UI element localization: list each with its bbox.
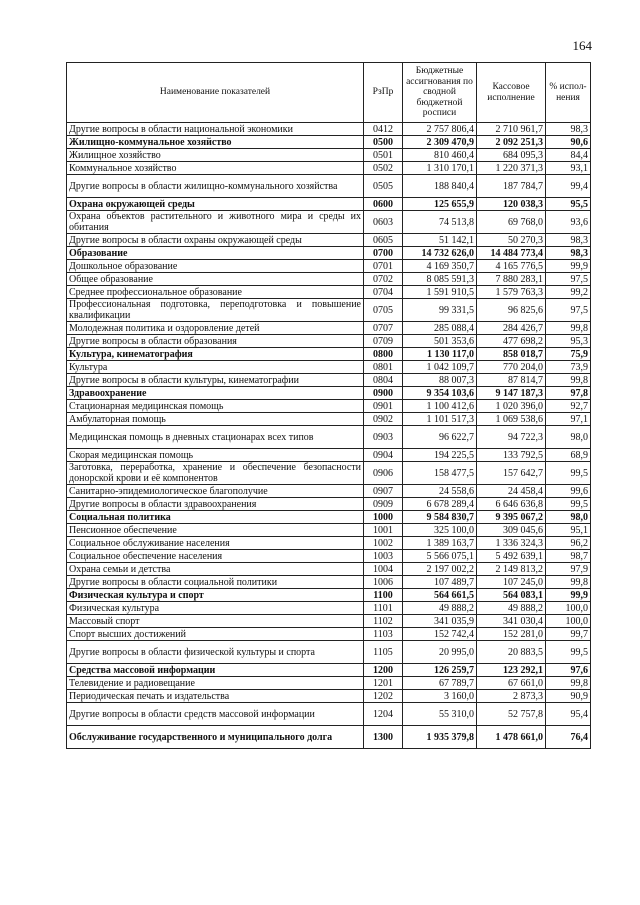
- row-cash-execution: 1 336 324,3: [477, 537, 546, 550]
- table-row: [67, 498, 591, 511]
- row-execution-percent: 93,6: [546, 211, 591, 234]
- row-indicator-name: Другие вопросы в области охраны окружающей среды: [67, 234, 364, 247]
- row-indicator-name: Жилищное хозяйство: [67, 149, 364, 162]
- row-cash-execution: 341 030,4: [477, 615, 546, 628]
- row-indicator-name: Профессиональная подготовка, переподготовка и повышение квалификации: [67, 299, 364, 322]
- row-budget-allocation: 24 558,6: [403, 485, 477, 498]
- row-section-code: 1001: [364, 524, 403, 537]
- table-row: [67, 162, 591, 175]
- row-execution-percent: 95,3: [546, 335, 591, 348]
- row-budget-allocation: 1 100 412,6: [403, 400, 477, 413]
- row-section-code: 1300: [364, 726, 403, 749]
- row-budget-allocation: 67 789,7: [403, 677, 477, 690]
- table-row: [67, 615, 591, 628]
- row-section-code: 0501: [364, 149, 403, 162]
- row-execution-percent: 95,5: [546, 198, 591, 211]
- row-execution-percent: 98,3: [546, 123, 591, 136]
- row-section-code: 0904: [364, 449, 403, 462]
- row-execution-percent: 98,0: [546, 511, 591, 524]
- row-execution-percent: 98,3: [546, 247, 591, 260]
- row-budget-allocation: 158 477,5: [403, 462, 477, 485]
- row-budget-allocation: 564 661,5: [403, 589, 477, 602]
- row-execution-percent: 99,5: [546, 462, 591, 485]
- row-indicator-name: Дошкольное образование: [67, 260, 364, 273]
- row-budget-allocation: 125 655,9: [403, 198, 477, 211]
- table-row: [67, 726, 591, 749]
- row-budget-allocation: 1 389 163,7: [403, 537, 477, 550]
- table-row: [67, 449, 591, 462]
- row-budget-allocation: 6 678 289,4: [403, 498, 477, 511]
- table-row: [67, 149, 591, 162]
- row-cash-execution: 49 888,2: [477, 602, 546, 615]
- row-section-code: 1000: [364, 511, 403, 524]
- table-row: [67, 602, 591, 615]
- row-budget-allocation: 285 088,4: [403, 322, 477, 335]
- row-execution-percent: 68,9: [546, 449, 591, 462]
- row-budget-allocation: 5 566 075,1: [403, 550, 477, 563]
- row-budget-allocation: 4 169 350,7: [403, 260, 477, 273]
- row-indicator-name: Другие вопросы в области здравоохранения: [67, 498, 364, 511]
- row-budget-allocation: 1 591 910,5: [403, 286, 477, 299]
- table-row: [67, 361, 591, 374]
- row-budget-allocation: 810 460,4: [403, 149, 477, 162]
- row-cash-execution: 20 883,5: [477, 641, 546, 664]
- row-section-code: 0603: [364, 211, 403, 234]
- table-row: [67, 198, 591, 211]
- row-indicator-name: Амбулаторная помощь: [67, 413, 364, 426]
- row-indicator-name: Средства массовой информации: [67, 664, 364, 677]
- table-row: [67, 175, 591, 198]
- row-section-code: 0906: [364, 462, 403, 485]
- table-row: [67, 413, 591, 426]
- row-budget-allocation: 9 584 830,7: [403, 511, 477, 524]
- row-indicator-name: Другие вопросы в области образования: [67, 335, 364, 348]
- row-indicator-name: Периодическая печать и издательства: [67, 690, 364, 703]
- page-number: 164: [572, 38, 592, 53]
- row-execution-percent: 99,9: [546, 260, 591, 273]
- row-cash-execution: 50 270,3: [477, 234, 546, 247]
- table-row: [67, 703, 591, 726]
- row-indicator-name: Охрана семьи и детства: [67, 563, 364, 576]
- row-section-code: 0903: [364, 426, 403, 449]
- row-indicator-name: Культура, кинематография: [67, 348, 364, 361]
- row-indicator-name: Телевидение и радиовещание: [67, 677, 364, 690]
- row-section-code: 0701: [364, 260, 403, 273]
- row-budget-allocation: 1 101 517,3: [403, 413, 477, 426]
- row-execution-percent: 99,8: [546, 374, 591, 387]
- row-cash-execution: 87 814,7: [477, 374, 546, 387]
- row-cash-execution: 67 661,0: [477, 677, 546, 690]
- row-cash-execution: 858 018,7: [477, 348, 546, 361]
- row-indicator-name: Обслуживание государственного и муниципального долга: [67, 726, 364, 749]
- row-cash-execution: 1 579 763,3: [477, 286, 546, 299]
- row-cash-execution: 7 880 283,1: [477, 273, 546, 286]
- row-indicator-name: Социальное обслуживание населения: [67, 537, 364, 550]
- row-indicator-name: Среднее профессиональное образование: [67, 286, 364, 299]
- row-section-code: 0900: [364, 387, 403, 400]
- row-indicator-name: Другие вопросы в области жилищно-коммунального хозяйства: [67, 175, 364, 198]
- row-indicator-name: Охрана объектов растительного и животного мира и среды их обитания: [67, 211, 364, 234]
- row-indicator-name: Санитарно-эпидемиологическое благополучие: [67, 485, 364, 498]
- row-indicator-name: Жилищно-коммунальное хозяйство: [67, 136, 364, 149]
- row-budget-allocation: 1 935 379,8: [403, 726, 477, 749]
- row-indicator-name: Другие вопросы в области средств массовой информации: [67, 703, 364, 726]
- row-budget-allocation: 1 310 170,1: [403, 162, 477, 175]
- table-row: [67, 211, 591, 234]
- table-row: [67, 374, 591, 387]
- row-section-code: 0704: [364, 286, 403, 299]
- row-execution-percent: 98,7: [546, 550, 591, 563]
- row-section-code: 0702: [364, 273, 403, 286]
- row-execution-percent: 98,0: [546, 426, 591, 449]
- row-execution-percent: 97,5: [546, 273, 591, 286]
- row-budget-allocation: 51 142,1: [403, 234, 477, 247]
- row-execution-percent: 99,8: [546, 322, 591, 335]
- row-indicator-name: Другие вопросы в области национальной экономики: [67, 123, 364, 136]
- row-section-code: 0502: [364, 162, 403, 175]
- row-execution-percent: 97,8: [546, 387, 591, 400]
- row-cash-execution: 1 220 371,3: [477, 162, 546, 175]
- row-budget-allocation: 107 489,7: [403, 576, 477, 589]
- row-budget-allocation: 9 354 103,6: [403, 387, 477, 400]
- header-indicator-name: Наименование показателей: [67, 63, 364, 123]
- row-execution-percent: 90,9: [546, 690, 591, 703]
- row-indicator-name: Другие вопросы в области культуры, кинематографии: [67, 374, 364, 387]
- row-indicator-name: Социальная политика: [67, 511, 364, 524]
- row-cash-execution: 5 492 639,1: [477, 550, 546, 563]
- table-row: [67, 511, 591, 524]
- table-row: [67, 628, 591, 641]
- row-budget-allocation: 1 042 109,7: [403, 361, 477, 374]
- table-row: [67, 322, 591, 335]
- row-execution-percent: 99,2: [546, 286, 591, 299]
- table-row: [67, 485, 591, 498]
- row-cash-execution: 24 458,4: [477, 485, 546, 498]
- row-section-code: 1102: [364, 615, 403, 628]
- row-cash-execution: 6 646 636,8: [477, 498, 546, 511]
- row-section-code: 0800: [364, 348, 403, 361]
- row-section-code: 0700: [364, 247, 403, 260]
- row-execution-percent: 99,9: [546, 589, 591, 602]
- table-body: [67, 123, 591, 749]
- table-row: [67, 537, 591, 550]
- row-cash-execution: 152 281,0: [477, 628, 546, 641]
- row-cash-execution: 564 083,1: [477, 589, 546, 602]
- row-indicator-name: Стационарная медицинская помощь: [67, 400, 364, 413]
- row-budget-allocation: 126 259,7: [403, 664, 477, 677]
- row-section-code: 1103: [364, 628, 403, 641]
- row-budget-allocation: 341 035,9: [403, 615, 477, 628]
- table-row: [67, 136, 591, 149]
- row-budget-allocation: 501 353,6: [403, 335, 477, 348]
- header-section-code: РзПр: [364, 63, 403, 123]
- row-execution-percent: 75,9: [546, 348, 591, 361]
- row-indicator-name: Другие вопросы в области физической культуры и спорта: [67, 641, 364, 664]
- row-budget-allocation: 188 840,4: [403, 175, 477, 198]
- row-section-code: 0804: [364, 374, 403, 387]
- row-indicator-name: Пенсионное обеспечение: [67, 524, 364, 537]
- row-execution-percent: 95,1: [546, 524, 591, 537]
- row-execution-percent: 73,9: [546, 361, 591, 374]
- row-cash-execution: 1 478 661,0: [477, 726, 546, 749]
- row-indicator-name: Здравоохранение: [67, 387, 364, 400]
- table-row: [67, 589, 591, 602]
- table-row: [67, 348, 591, 361]
- row-section-code: 0600: [364, 198, 403, 211]
- table-row: [67, 576, 591, 589]
- row-section-code: 0907: [364, 485, 403, 498]
- row-execution-percent: 100,0: [546, 615, 591, 628]
- row-execution-percent: 97,1: [546, 413, 591, 426]
- row-cash-execution: 9 395 067,2: [477, 511, 546, 524]
- row-section-code: 0901: [364, 400, 403, 413]
- table-row: [67, 524, 591, 537]
- row-execution-percent: 100,0: [546, 602, 591, 615]
- row-budget-allocation: 2 757 806,4: [403, 123, 477, 136]
- row-section-code: 0705: [364, 299, 403, 322]
- row-execution-percent: 84,4: [546, 149, 591, 162]
- row-indicator-name: Общее образование: [67, 273, 364, 286]
- table-row: [67, 677, 591, 690]
- table-row: [67, 247, 591, 260]
- row-cash-execution: 123 292,1: [477, 664, 546, 677]
- row-cash-execution: 187 784,7: [477, 175, 546, 198]
- row-budget-allocation: 152 742,4: [403, 628, 477, 641]
- table-row: [67, 462, 591, 485]
- row-execution-percent: 98,3: [546, 234, 591, 247]
- row-section-code: 0801: [364, 361, 403, 374]
- table-row: [67, 234, 591, 247]
- row-budget-allocation: 96 622,7: [403, 426, 477, 449]
- row-budget-allocation: 88 007,3: [403, 374, 477, 387]
- row-indicator-name: Молодежная политика и оздоровление детей: [67, 322, 364, 335]
- row-cash-execution: 2 092 251,3: [477, 136, 546, 149]
- row-indicator-name: Физическая культура: [67, 602, 364, 615]
- row-cash-execution: 2 149 813,2: [477, 563, 546, 576]
- row-execution-percent: 99,8: [546, 576, 591, 589]
- table-row: [67, 641, 591, 664]
- row-budget-allocation: 2 197 002,2: [403, 563, 477, 576]
- row-cash-execution: 477 698,2: [477, 335, 546, 348]
- header-execution-percent: % испол-нения: [546, 63, 591, 123]
- row-section-code: 0412: [364, 123, 403, 136]
- row-budget-allocation: 55 310,0: [403, 703, 477, 726]
- row-section-code: 0909: [364, 498, 403, 511]
- row-section-code: 1200: [364, 664, 403, 677]
- header-cash-execution: Кассовое исполнение: [477, 63, 546, 123]
- row-section-code: 0709: [364, 335, 403, 348]
- table-row: [67, 299, 591, 322]
- row-section-code: 1204: [364, 703, 403, 726]
- row-execution-percent: 99,4: [546, 175, 591, 198]
- row-execution-percent: 76,4: [546, 726, 591, 749]
- row-cash-execution: 14 484 773,4: [477, 247, 546, 260]
- row-cash-execution: 4 165 776,5: [477, 260, 546, 273]
- row-execution-percent: 99,5: [546, 641, 591, 664]
- row-execution-percent: 97,9: [546, 563, 591, 576]
- row-execution-percent: 92,7: [546, 400, 591, 413]
- row-budget-allocation: 20 995,0: [403, 641, 477, 664]
- row-cash-execution: 684 095,3: [477, 149, 546, 162]
- row-execution-percent: 99,7: [546, 628, 591, 641]
- row-budget-allocation: 74 513,8: [403, 211, 477, 234]
- row-budget-allocation: 194 225,5: [403, 449, 477, 462]
- row-cash-execution: 157 642,7: [477, 462, 546, 485]
- row-section-code: 0605: [364, 234, 403, 247]
- row-budget-allocation: 8 085 591,3: [403, 273, 477, 286]
- row-section-code: 0500: [364, 136, 403, 149]
- row-indicator-name: Культура: [67, 361, 364, 374]
- row-execution-percent: 97,5: [546, 299, 591, 322]
- row-section-code: 1202: [364, 690, 403, 703]
- row-indicator-name: Социальное обеспечение населения: [67, 550, 364, 563]
- table-row: [67, 563, 591, 576]
- table-row: [67, 286, 591, 299]
- row-cash-execution: 1 020 396,0: [477, 400, 546, 413]
- row-budget-allocation: 14 732 626,0: [403, 247, 477, 260]
- row-budget-allocation: 325 100,0: [403, 524, 477, 537]
- row-section-code: 1002: [364, 537, 403, 550]
- table-row: [67, 550, 591, 563]
- table-row: [67, 387, 591, 400]
- row-cash-execution: 52 757,8: [477, 703, 546, 726]
- row-section-code: 1100: [364, 589, 403, 602]
- row-indicator-name: Охрана окружающей среды: [67, 198, 364, 211]
- row-cash-execution: 9 147 187,3: [477, 387, 546, 400]
- header-budget-allocations: Бюджетные ассигнования по сводной бюджетной росписи: [403, 63, 477, 123]
- table-row: [67, 426, 591, 449]
- row-budget-allocation: 1 130 117,0: [403, 348, 477, 361]
- row-section-code: 1105: [364, 641, 403, 664]
- table-row: [67, 273, 591, 286]
- row-cash-execution: 1 069 538,6: [477, 413, 546, 426]
- row-cash-execution: 309 045,6: [477, 524, 546, 537]
- row-indicator-name: Заготовка, переработка, хранение и обеспечение безопасности донорской крови и её компонентов: [67, 462, 364, 485]
- row-cash-execution: 107 245,0: [477, 576, 546, 589]
- row-indicator-name: Физическая культура и спорт: [67, 589, 364, 602]
- row-execution-percent: 95,4: [546, 703, 591, 726]
- row-cash-execution: 2 710 961,7: [477, 123, 546, 136]
- row-execution-percent: 99,5: [546, 498, 591, 511]
- row-cash-execution: 284 426,7: [477, 322, 546, 335]
- table-row: [67, 335, 591, 348]
- row-cash-execution: 770 204,0: [477, 361, 546, 374]
- row-cash-execution: 133 792,5: [477, 449, 546, 462]
- row-budget-allocation: 49 888,2: [403, 602, 477, 615]
- row-cash-execution: 69 768,0: [477, 211, 546, 234]
- table-row: [67, 123, 591, 136]
- row-section-code: 0902: [364, 413, 403, 426]
- row-indicator-name: Образование: [67, 247, 364, 260]
- row-indicator-name: Другие вопросы в области социальной политики: [67, 576, 364, 589]
- row-indicator-name: Массовый спорт: [67, 615, 364, 628]
- row-cash-execution: 96 825,6: [477, 299, 546, 322]
- row-execution-percent: 97,6: [546, 664, 591, 677]
- row-budget-allocation: 99 331,5: [403, 299, 477, 322]
- row-section-code: 1201: [364, 677, 403, 690]
- row-execution-percent: 96,2: [546, 537, 591, 550]
- row-indicator-name: Спорт высших достижений: [67, 628, 364, 641]
- row-budget-allocation: 3 160,0: [403, 690, 477, 703]
- row-execution-percent: 99,6: [546, 485, 591, 498]
- row-indicator-name: Коммунальное хозяйство: [67, 162, 364, 175]
- row-section-code: 0707: [364, 322, 403, 335]
- row-execution-percent: 99,8: [546, 677, 591, 690]
- row-cash-execution: 2 873,3: [477, 690, 546, 703]
- row-section-code: 0505: [364, 175, 403, 198]
- row-budget-allocation: 2 309 470,9: [403, 136, 477, 149]
- row-execution-percent: 93,1: [546, 162, 591, 175]
- table-row: [67, 400, 591, 413]
- row-section-code: 1003: [364, 550, 403, 563]
- table-row: [67, 664, 591, 677]
- row-indicator-name: Медицинская помощь в дневных стационарах всех типов: [67, 426, 364, 449]
- table-row: [67, 690, 591, 703]
- row-cash-execution: 94 722,3: [477, 426, 546, 449]
- table-row: [67, 260, 591, 273]
- row-execution-percent: 90,6: [546, 136, 591, 149]
- row-section-code: 1006: [364, 576, 403, 589]
- row-section-code: 1101: [364, 602, 403, 615]
- budget-execution-table: [66, 62, 591, 749]
- row-section-code: 1004: [364, 563, 403, 576]
- row-cash-execution: 120 038,3: [477, 198, 546, 211]
- row-indicator-name: Скорая медицинская помощь: [67, 449, 364, 462]
